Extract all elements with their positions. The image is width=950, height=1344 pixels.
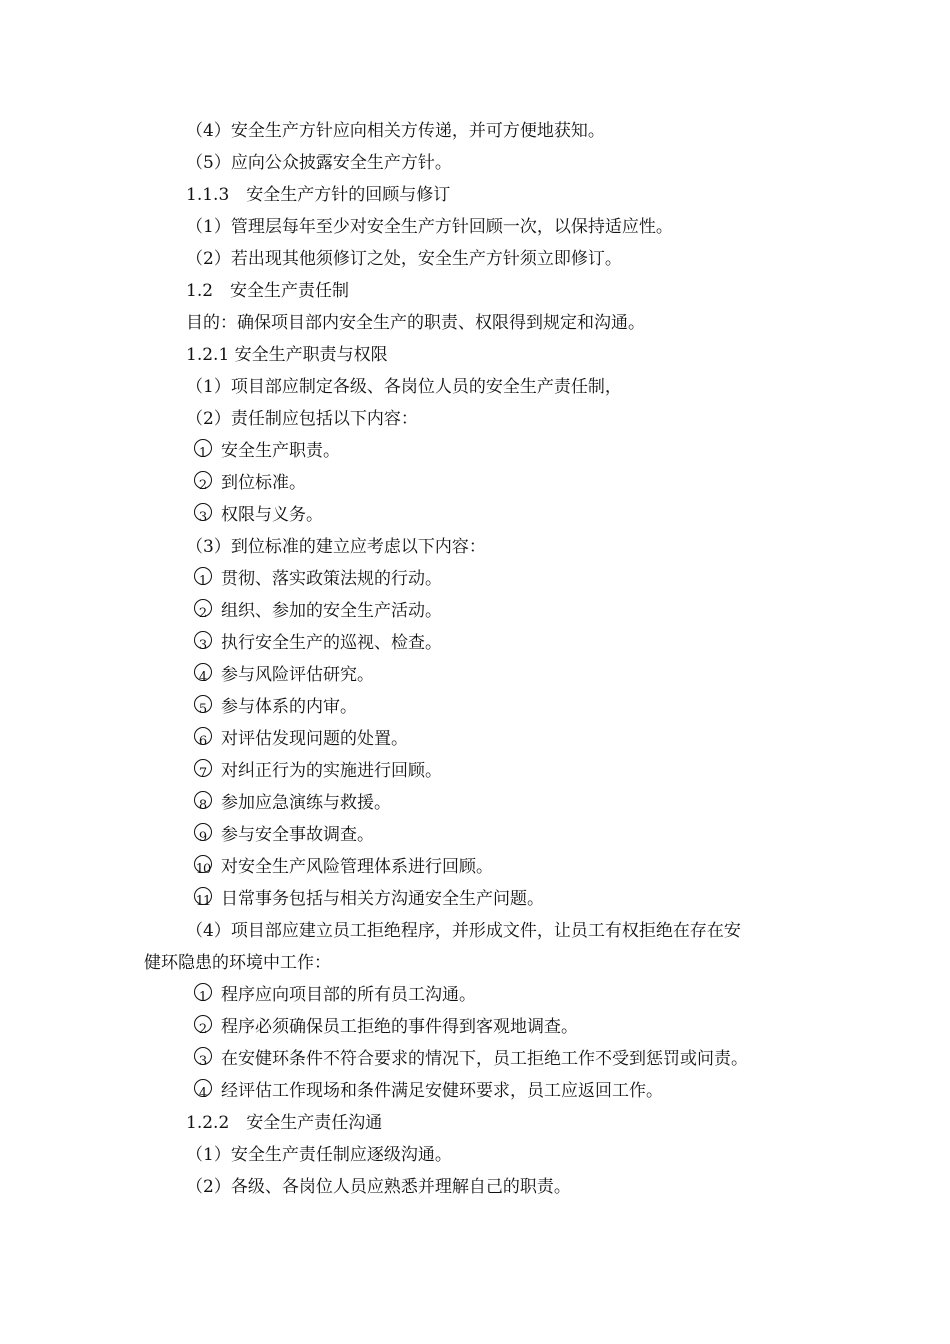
text-line: （4）安全生产方针应向相关方传递，并可方便地获知。 [186,121,605,141]
list-item-text: 程序应向项目部的所有员工沟通。 [221,985,476,1005]
section-heading: 1.1.3 安全生产方针的回顾与修订 [186,185,451,205]
list-item-text: 对纠正行为的实施进行回顾。 [221,761,442,781]
text-line: （1）管理层每年至少对安全生产方针回顾一次，以保持适应性。 [186,217,673,237]
list-item-text: 程序必须确保员工拒绝的事件得到客观地调查。 [221,1017,578,1037]
section-heading: 1.2.1 安全生产职责与权限 [186,345,388,365]
list-item-text: 日常事务包括与相关方沟通安全生产问题。 [221,889,544,909]
text-line: （1）项目部应制定各级、各岗位人员的安全生产责任制， [186,377,622,397]
circled-number: 3 [194,502,214,528]
list-item-text: 对评估发现问题的处置。 [221,729,408,749]
section-heading: 1.2.2 安全生产责任沟通 [186,1113,383,1133]
list-item-text: 权限与义务。 [221,505,323,525]
circled-number: 6 [194,726,214,752]
text-line: （3）到位标准的建立应考虑以下内容： [186,537,486,557]
circled-number: 3 [194,1046,214,1072]
circled-number: 4 [194,1078,214,1104]
circled-number: 2 [194,470,214,496]
list-item-text: 到位标准。 [221,473,306,493]
list-item-text: 参与体系的内审。 [221,697,357,717]
circled-number: 10 [194,854,214,880]
list-item-text: 经评估工作现场和条件满足安健环要求，员工应返回工作。 [221,1081,663,1101]
text-line: （1）安全生产责任制应逐级沟通。 [186,1145,452,1165]
list-item-text: 参与安全事故调查。 [221,825,374,845]
text-line: （5）应向公众披露安全生产方针。 [186,153,452,173]
circled-number: 2 [194,598,214,624]
circled-number: 4 [194,662,214,688]
circled-number: 7 [194,758,214,784]
list-item-text: 组织、参加的安全生产活动。 [221,601,442,621]
list-item-text: 对安全生产风险管理体系进行回顾。 [221,857,493,877]
list-item-text: 安全生产职责。 [221,441,340,461]
circled-number: 5 [194,694,214,720]
text-line: （2）各级、各岗位人员应熟悉并理解自己的职责。 [186,1177,571,1197]
text-line: 目的：确保项目部内安全生产的职责、权限得到规定和沟通。 [186,313,645,333]
text-line: 健环隐患的环境中工作： [144,953,331,973]
list-item-text: 执行安全生产的巡视、检查。 [221,633,442,653]
text-line: （2）责任制应包括以下内容： [186,409,418,429]
list-item-text: 在安健环条件不符合要求的情况下，员工拒绝工作不受到惩罚或问责。 [221,1049,748,1069]
circled-number: 2 [194,1014,214,1040]
circled-number: 1 [194,982,214,1008]
circled-number: 1 [194,566,214,592]
list-item-text: 参加应急演练与救援。 [221,793,391,813]
section-heading: 1.2 安全生产责任制 [186,281,350,301]
circled-number: 3 [194,630,214,656]
list-item-text: 贯彻、落实政策法规的行动。 [221,569,442,589]
text-line: （4）项目部应建立员工拒绝程序，并形成文件，让员工有权拒绝在存在安 [186,921,741,941]
circled-number: 9 [194,822,214,848]
circled-number: 8 [194,790,214,816]
text-line: （2）若出现其他须修订之处，安全生产方针须立即修订。 [186,249,622,269]
circled-number: 11 [194,886,214,912]
list-item-text: 参与风险评估研究。 [221,665,374,685]
circled-number: 1 [194,438,214,464]
